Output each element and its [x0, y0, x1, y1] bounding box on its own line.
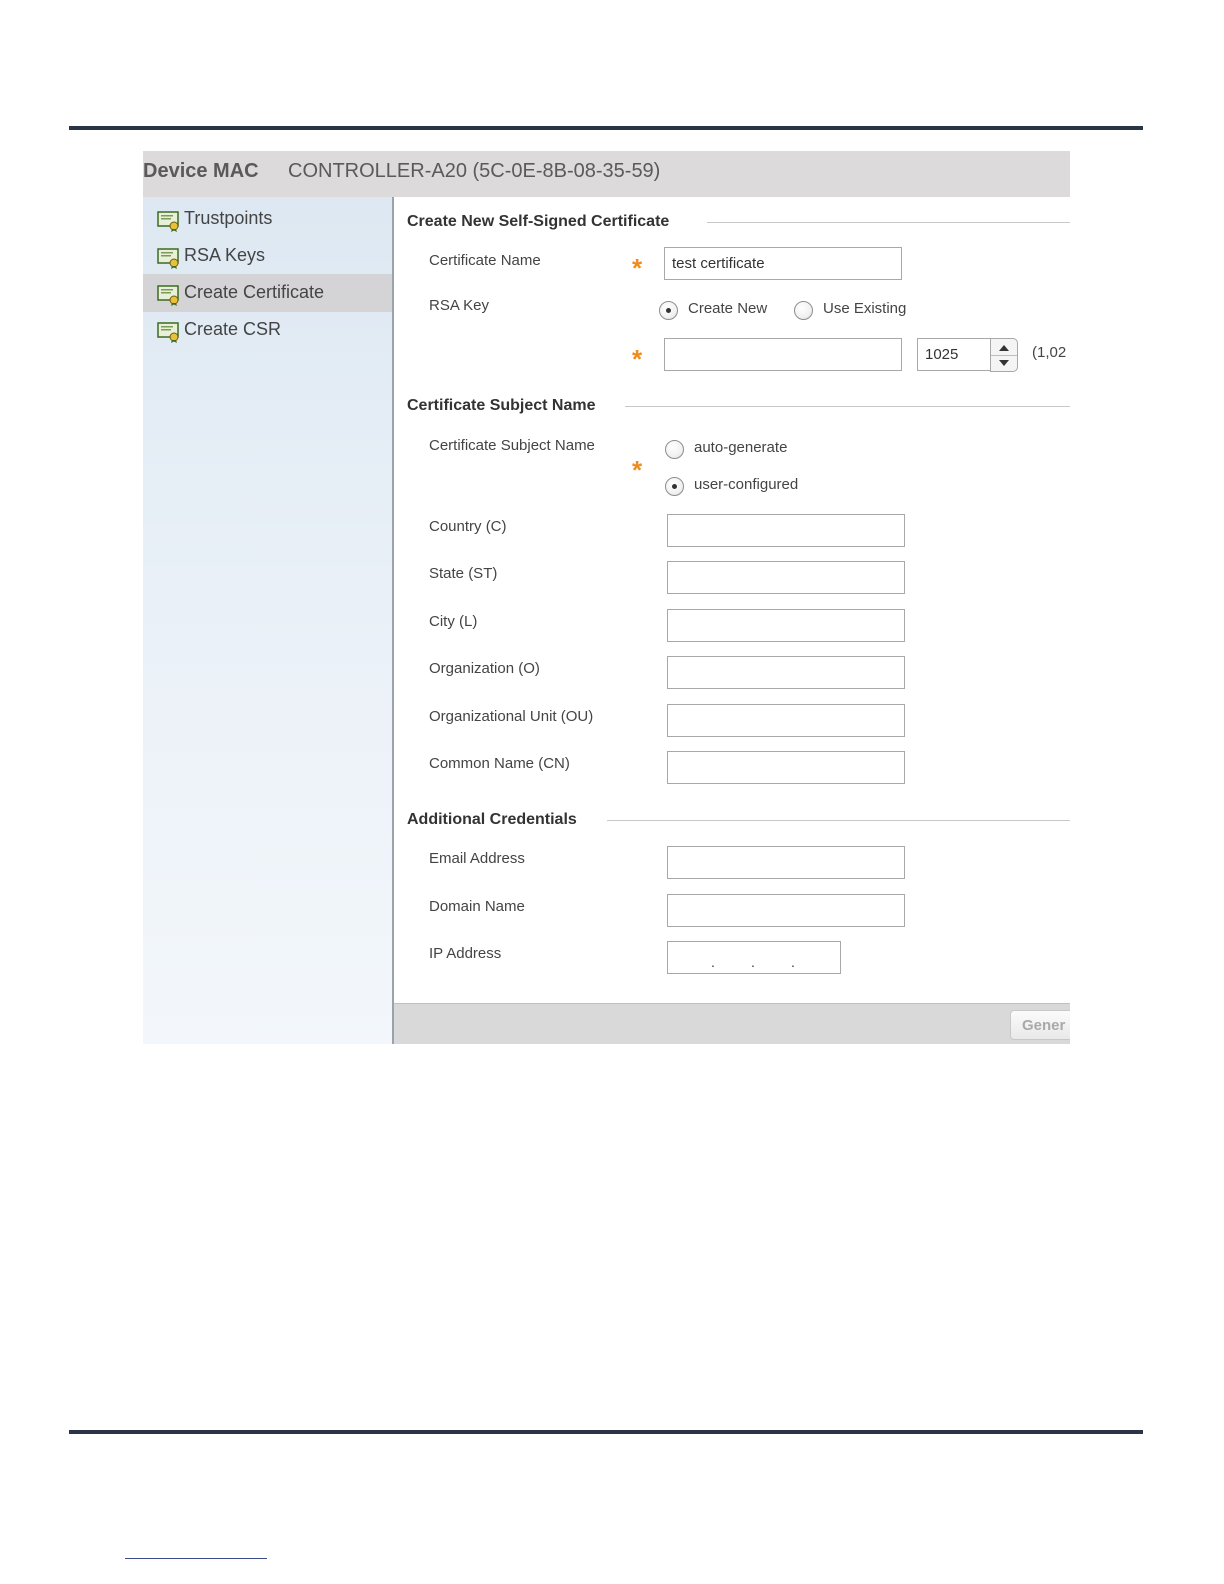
rsa-create-new-radio[interactable] — [659, 301, 678, 320]
city-label: City (L) — [429, 613, 478, 630]
org-unit-input[interactable] — [667, 704, 905, 737]
action-bar — [394, 1003, 1070, 1044]
rsa-key-name-input[interactable] — [664, 338, 902, 371]
certificate-name-label: Certificate Name — [429, 252, 541, 269]
section-divider — [625, 406, 1070, 407]
organization-label: Organization (O) — [429, 660, 540, 677]
certificate-icon — [157, 321, 181, 343]
email-input[interactable] — [667, 846, 905, 879]
rsa-use-existing-label: Use Existing — [823, 300, 907, 317]
device-mac-value: CONTROLLER-A20 (5C-0E-8B-08-35-59) — [288, 160, 661, 182]
generate-button[interactable]: Gener — [1010, 1010, 1070, 1040]
sidebar — [143, 197, 392, 1044]
org-unit-label: Organizational Unit (OU) — [429, 708, 594, 725]
sidebar-item-label: Create CSR — [184, 319, 282, 339]
footer-link-underline — [125, 1558, 267, 1559]
auto-generate-label: auto-generate — [694, 439, 788, 456]
organization-input[interactable] — [667, 656, 905, 689]
required-star-icon: * — [632, 253, 643, 283]
create-certificate-form — [392, 197, 1070, 1044]
section-divider — [707, 222, 1070, 223]
common-name-label: Common Name (CN) — [429, 755, 570, 772]
domain-input[interactable] — [667, 894, 905, 927]
section-title-additional-credentials: Additional Credentials — [407, 811, 577, 828]
section-title-self-signed: Create New Self-Signed Certificate — [407, 213, 670, 230]
ip-address-label: IP Address — [429, 945, 502, 962]
certificate-icon — [157, 284, 181, 306]
ip-address-input[interactable] — [667, 941, 841, 974]
sidebar-item-create-csr[interactable] — [143, 311, 392, 349]
certificate-icon — [157, 210, 181, 232]
rsa-key-label: RSA Key — [429, 297, 490, 314]
sidebar-item-label: Create Certificate — [184, 282, 325, 302]
ip-separator: . — [791, 954, 795, 970]
key-size-input[interactable] — [917, 338, 991, 371]
ip-separator: . — [751, 954, 755, 970]
required-star-icon: * — [632, 455, 643, 485]
ip-separator: . — [711, 954, 715, 970]
key-size-spinner[interactable] — [990, 338, 1018, 372]
state-input[interactable] — [667, 561, 905, 594]
page-bottom-rule — [69, 1430, 1143, 1434]
email-label: Email Address — [429, 850, 525, 867]
device-mac-label: Device MAC — [143, 160, 259, 182]
sidebar-item-rsa-keys[interactable] — [143, 237, 392, 275]
required-star-icon: * — [632, 344, 643, 374]
spinner-down-icon[interactable] — [999, 360, 1009, 366]
screenshot-panel — [143, 151, 1070, 1044]
spinner-up-icon[interactable] — [999, 345, 1009, 351]
user-configured-radio[interactable] — [665, 477, 684, 496]
certificate-icon — [157, 247, 181, 269]
device-header — [143, 151, 1070, 197]
sidebar-item-label: Trustpoints — [184, 208, 273, 228]
user-configured-label: user-configured — [694, 476, 799, 493]
domain-label: Domain Name — [429, 898, 525, 915]
section-title-subject-name: Certificate Subject Name — [407, 397, 596, 414]
rsa-use-existing-radio[interactable] — [794, 301, 813, 320]
country-input[interactable] — [667, 514, 905, 547]
certificate-name-input[interactable] — [664, 247, 902, 280]
country-label: Country (C) — [429, 518, 507, 535]
auto-generate-radio[interactable] — [665, 440, 684, 459]
section-divider — [607, 820, 1070, 821]
sidebar-item-label: RSA Keys — [184, 245, 266, 265]
sidebar-item-trustpoints[interactable] — [143, 200, 392, 238]
sidebar-item-create-certificate[interactable] — [143, 274, 392, 312]
key-size-range-hint: (1,02 — [1032, 344, 1067, 361]
city-input[interactable] — [667, 609, 905, 642]
page-top-rule — [69, 126, 1143, 130]
state-label: State (ST) — [429, 565, 498, 582]
spinner-divider — [991, 355, 1017, 356]
rsa-create-new-label: Create New — [688, 300, 768, 317]
common-name-input[interactable] — [667, 751, 905, 784]
subject-name-label: Certificate Subject Name — [429, 437, 595, 454]
